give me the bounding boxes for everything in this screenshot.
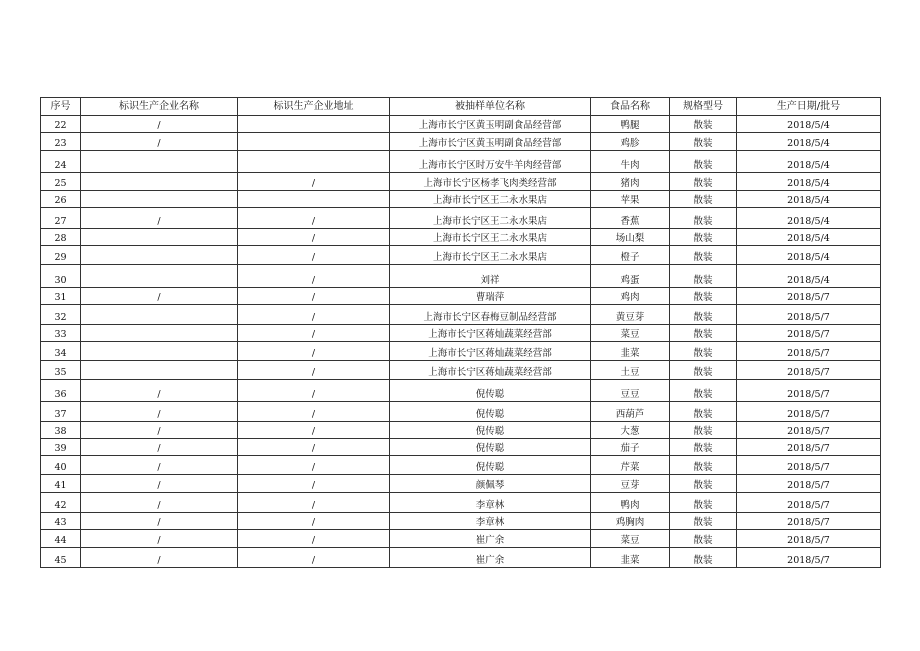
cell-producer-address: /: [238, 402, 390, 422]
cell-specification: 散装: [670, 305, 737, 325]
cell-sampled-unit: 刘祥: [390, 265, 591, 288]
cell-index: 40: [41, 456, 81, 475]
cell-sampled-unit: 上海市长宁区蒋灿蔬菜经营部: [390, 342, 591, 361]
cell-food-name: 鸡胗: [591, 133, 670, 151]
cell-specification: 散装: [670, 439, 737, 456]
cell-index: 38: [41, 422, 81, 439]
cell-food-name: 鸡胸肉: [591, 513, 670, 530]
table-row: [41, 191, 881, 208]
cell-sampled-unit: 上海市长宁区蒋灿蔬菜经营部: [390, 361, 591, 380]
cell-specification: 散装: [670, 173, 737, 191]
cell-producer-name: /: [81, 475, 238, 493]
cell-food-name: 茄子: [591, 439, 670, 456]
cell-sampled-unit: 倪传聪: [390, 439, 591, 456]
cell-sampled-unit: 上海市长宁区王二永水果店: [390, 229, 591, 246]
cell-producer-name: /: [81, 530, 238, 548]
header-index: 序号: [41, 98, 81, 116]
cell-index: 33: [41, 325, 81, 342]
table-row: [41, 493, 881, 513]
cell-index: 35: [41, 361, 81, 380]
cell-sampled-unit: 曹瑞萍: [390, 288, 591, 305]
cell-food-name: 场山梨: [591, 229, 670, 246]
cell-production-date: 2018/5/7: [737, 305, 881, 325]
header-production-date: 生产日期/批号: [737, 98, 881, 116]
table-row: [41, 325, 881, 342]
cell-index: 39: [41, 439, 81, 456]
cell-production-date: 2018/5/7: [737, 493, 881, 513]
cell-producer-address: /: [238, 513, 390, 530]
sampling-table: [40, 97, 881, 568]
cell-production-date: 2018/5/4: [737, 151, 881, 173]
cell-producer-address: [238, 133, 390, 151]
cell-producer-name: /: [81, 493, 238, 513]
cell-producer-name: /: [81, 402, 238, 422]
cell-specification: 散装: [670, 342, 737, 361]
header-producer-address: 标识生产企业地址: [238, 98, 390, 116]
cell-production-date: 2018/5/7: [737, 530, 881, 548]
cell-producer-address: /: [238, 530, 390, 548]
cell-production-date: 2018/5/4: [737, 191, 881, 208]
cell-production-date: 2018/5/7: [737, 361, 881, 380]
cell-producer-address: [238, 151, 390, 173]
cell-production-date: 2018/5/7: [737, 548, 881, 568]
cell-producer-address: /: [238, 208, 390, 229]
table-row: [41, 288, 881, 305]
table-row: [41, 380, 881, 402]
cell-index: 22: [41, 116, 81, 133]
cell-index: 41: [41, 475, 81, 493]
header-producer-name: 标识生产企业名称: [81, 98, 238, 116]
cell-specification: 散装: [670, 151, 737, 173]
cell-producer-address: /: [238, 439, 390, 456]
table-row: [41, 439, 881, 456]
cell-production-date: 2018/5/7: [737, 342, 881, 361]
cell-producer-address: /: [238, 475, 390, 493]
cell-index: 43: [41, 513, 81, 530]
cell-producer-address: /: [238, 456, 390, 475]
cell-production-date: 2018/5/7: [737, 402, 881, 422]
table-row: [41, 208, 881, 229]
cell-specification: 散装: [670, 288, 737, 305]
cell-producer-name: /: [81, 288, 238, 305]
cell-producer-address: /: [238, 342, 390, 361]
cell-specification: 散装: [670, 191, 737, 208]
sampling-table-sheet: [40, 97, 880, 568]
table-row: [41, 133, 881, 151]
cell-sampled-unit: 倪传聪: [390, 422, 591, 439]
cell-sampled-unit: 上海市长宁区蒋灿蔬菜经营部: [390, 325, 591, 342]
table-row: [41, 475, 881, 493]
cell-food-name: 菜豆: [591, 325, 670, 342]
cell-sampled-unit: 上海市长宁区王二永水果店: [390, 246, 591, 265]
cell-index: 37: [41, 402, 81, 422]
cell-food-name: 韭菜: [591, 548, 670, 568]
table-row: [41, 402, 881, 422]
table-row: [41, 530, 881, 548]
cell-producer-name: /: [81, 116, 238, 133]
cell-specification: 散装: [670, 402, 737, 422]
cell-producer-name: /: [81, 208, 238, 229]
cell-specification: 散装: [670, 548, 737, 568]
cell-index: 31: [41, 288, 81, 305]
cell-food-name: 韭菜: [591, 342, 670, 361]
cell-food-name: 鸭肉: [591, 493, 670, 513]
cell-index: 26: [41, 191, 81, 208]
cell-sampled-unit: 倪传聪: [390, 456, 591, 475]
cell-producer-name: [81, 361, 238, 380]
table-row: [41, 229, 881, 246]
cell-food-name: 鸭腿: [591, 116, 670, 133]
cell-food-name: 鸡肉: [591, 288, 670, 305]
table-row: [41, 305, 881, 325]
table-row: [41, 361, 881, 380]
cell-specification: 散装: [670, 325, 737, 342]
cell-specification: 散装: [670, 246, 737, 265]
cell-specification: 散装: [670, 116, 737, 133]
cell-producer-address: /: [238, 305, 390, 325]
cell-specification: 散装: [670, 208, 737, 229]
cell-production-date: 2018/5/4: [737, 173, 881, 191]
cell-production-date: 2018/5/4: [737, 246, 881, 265]
cell-producer-name: /: [81, 380, 238, 402]
cell-producer-name: [81, 151, 238, 173]
cell-producer-address: [238, 116, 390, 133]
cell-producer-name: [81, 191, 238, 208]
cell-sampled-unit: 上海市长宁区黄玉明副食品经营部: [390, 133, 591, 151]
cell-production-date: 2018/5/7: [737, 288, 881, 305]
cell-production-date: 2018/5/4: [737, 229, 881, 246]
cell-index: 36: [41, 380, 81, 402]
cell-index: 28: [41, 229, 81, 246]
cell-production-date: 2018/5/7: [737, 456, 881, 475]
cell-index: 45: [41, 548, 81, 568]
cell-production-date: 2018/5/7: [737, 422, 881, 439]
cell-producer-name: [81, 229, 238, 246]
cell-food-name: 苹果: [591, 191, 670, 208]
table-row: [41, 265, 881, 288]
cell-sampled-unit: 上海市长宁区黄玉明副食品经营部: [390, 116, 591, 133]
cell-food-name: 牛肉: [591, 151, 670, 173]
header-food-name: 食品名称: [591, 98, 670, 116]
cell-production-date: 2018/5/7: [737, 513, 881, 530]
table-row: [41, 422, 881, 439]
cell-sampled-unit: 上海市长宁区春梅豆制品经营部: [390, 305, 591, 325]
cell-production-date: 2018/5/4: [737, 208, 881, 229]
cell-producer-address: /: [238, 229, 390, 246]
cell-food-name: 橙子: [591, 246, 670, 265]
cell-production-date: 2018/5/4: [737, 133, 881, 151]
cell-producer-address: /: [238, 246, 390, 265]
cell-sampled-unit: 崔广余: [390, 548, 591, 568]
cell-producer-address: /: [238, 493, 390, 513]
cell-producer-name: /: [81, 439, 238, 456]
cell-index: 30: [41, 265, 81, 288]
cell-specification: 散装: [670, 422, 737, 439]
cell-specification: 散装: [670, 493, 737, 513]
cell-producer-name: [81, 246, 238, 265]
cell-producer-address: /: [238, 325, 390, 342]
cell-specification: 散装: [670, 380, 737, 402]
cell-index: 44: [41, 530, 81, 548]
cell-production-date: 2018/5/7: [737, 325, 881, 342]
cell-index: 24: [41, 151, 81, 173]
cell-producer-address: /: [238, 265, 390, 288]
header-sampled-unit: 被抽样单位名称: [390, 98, 591, 116]
cell-producer-name: [81, 342, 238, 361]
cell-index: 23: [41, 133, 81, 151]
cell-producer-address: [238, 191, 390, 208]
table-header-row: [41, 98, 881, 116]
cell-sampled-unit: 上海市长宁区杨孝飞肉类经营部: [390, 173, 591, 191]
cell-food-name: 黄豆芽: [591, 305, 670, 325]
cell-production-date: 2018/5/7: [737, 380, 881, 402]
cell-index: 29: [41, 246, 81, 265]
cell-producer-name: /: [81, 456, 238, 475]
cell-production-date: 2018/5/7: [737, 475, 881, 493]
table-row: [41, 456, 881, 475]
cell-specification: 散装: [670, 229, 737, 246]
cell-production-date: 2018/5/7: [737, 439, 881, 456]
cell-production-date: 2018/5/4: [737, 116, 881, 133]
cell-specification: 散装: [670, 265, 737, 288]
cell-producer-name: /: [81, 513, 238, 530]
cell-sampled-unit: 颜佩琴: [390, 475, 591, 493]
cell-food-name: 豆芽: [591, 475, 670, 493]
cell-specification: 散装: [670, 361, 737, 380]
cell-producer-name: /: [81, 133, 238, 151]
table-row: [41, 173, 881, 191]
table-row: [41, 548, 881, 568]
cell-specification: 散装: [670, 530, 737, 548]
cell-food-name: 大葱: [591, 422, 670, 439]
cell-food-name: 鸡蛋: [591, 265, 670, 288]
cell-index: 25: [41, 173, 81, 191]
cell-sampled-unit: 倪传聪: [390, 402, 591, 422]
cell-index: 34: [41, 342, 81, 361]
header-specification: 规格型号: [670, 98, 737, 116]
cell-specification: 散装: [670, 133, 737, 151]
cell-sampled-unit: 李章林: [390, 513, 591, 530]
cell-index: 32: [41, 305, 81, 325]
table-row: [41, 342, 881, 361]
table-row: [41, 246, 881, 265]
cell-producer-name: [81, 173, 238, 191]
cell-food-name: 土豆: [591, 361, 670, 380]
cell-producer-address: /: [238, 422, 390, 439]
cell-producer-name: /: [81, 548, 238, 568]
cell-sampled-unit: 崔广余: [390, 530, 591, 548]
cell-sampled-unit: 李章林: [390, 493, 591, 513]
cell-food-name: 芹菜: [591, 456, 670, 475]
cell-producer-address: /: [238, 361, 390, 380]
cell-sampled-unit: 倪传聪: [390, 380, 591, 402]
cell-food-name: 猪肉: [591, 173, 670, 191]
cell-specification: 散装: [670, 513, 737, 530]
cell-producer-address: /: [238, 380, 390, 402]
cell-food-name: 香蕉: [591, 208, 670, 229]
cell-food-name: 菜豆: [591, 530, 670, 548]
cell-producer-name: [81, 325, 238, 342]
cell-producer-name: [81, 265, 238, 288]
table-row: [41, 151, 881, 173]
table-row: [41, 116, 881, 133]
cell-specification: 散装: [670, 456, 737, 475]
cell-sampled-unit: 上海市长宁区王二永水果店: [390, 208, 591, 229]
cell-producer-name: [81, 305, 238, 325]
cell-specification: 散装: [670, 475, 737, 493]
cell-producer-address: /: [238, 288, 390, 305]
cell-producer-name: /: [81, 422, 238, 439]
table-row: [41, 513, 881, 530]
cell-producer-address: /: [238, 548, 390, 568]
cell-sampled-unit: 上海市长宁区时万安牛羊肉经营部: [390, 151, 591, 173]
cell-food-name: 西葫芦: [591, 402, 670, 422]
cell-food-name: 豆豆: [591, 380, 670, 402]
cell-sampled-unit: 上海市长宁区王二永水果店: [390, 191, 591, 208]
cell-production-date: 2018/5/4: [737, 265, 881, 288]
cell-index: 27: [41, 208, 81, 229]
cell-index: 42: [41, 493, 81, 513]
cell-producer-address: /: [238, 173, 390, 191]
